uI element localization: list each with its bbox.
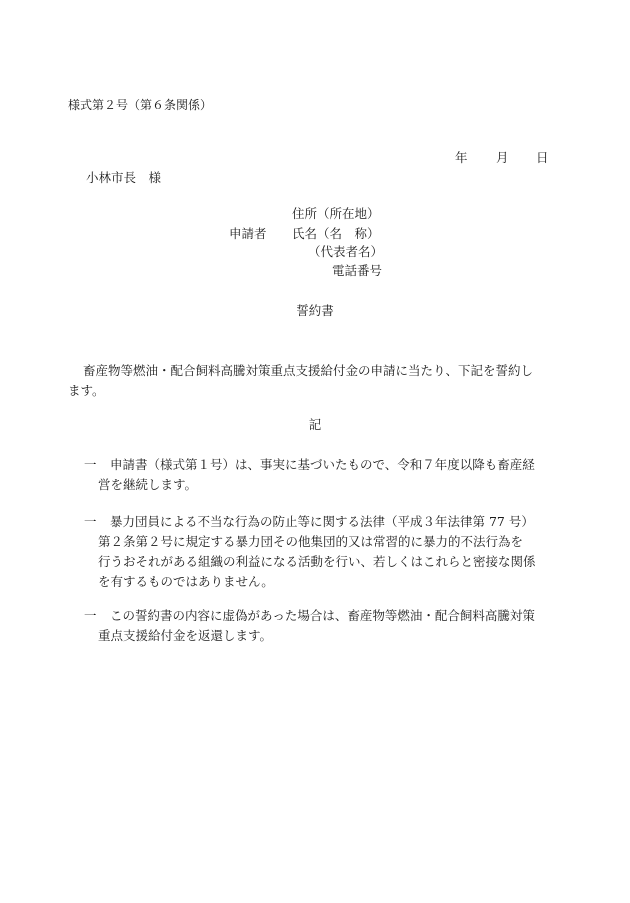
item-line: この誓約書の内容に虚偽があった場合は、畜産物等燃油・配合飼料高騰対策 (110, 608, 535, 623)
addressee: 小林市長 様 (86, 170, 162, 185)
item-body (98, 455, 564, 495)
item-mark: 一 (84, 514, 97, 529)
intro-paragraph (68, 361, 568, 401)
item-body (98, 512, 564, 592)
pledge-item (84, 512, 564, 592)
item-mark: 一 (84, 457, 97, 472)
date-day-label: 日 (536, 150, 549, 165)
item-line: 営を継続します。 (98, 477, 198, 492)
pledge-item (84, 606, 564, 646)
item-line: 申請書（様式第１号）は、事実に基づいたもので、令和７年度以降も畜産経 (110, 457, 535, 472)
intro-line: 畜産物等燃油・配合飼料高騰対策重点支援給付金の申請に当たり、下記を誓約し (83, 363, 534, 378)
item-body (98, 606, 564, 646)
date-month-label: 月 (496, 150, 509, 165)
document-title: 誓約書 (296, 303, 334, 318)
item-mark: 一 (84, 608, 97, 623)
applicant-representative-label: （代表者名） (308, 244, 384, 259)
intro-line: ます。 (68, 383, 105, 398)
item-line: 暴力団員による不当な行為の防止等に関する法律（平成３年法律第 77 号） (110, 514, 534, 529)
pledge-item (84, 455, 564, 495)
form-number: 様式第２号（第６条関係） (68, 98, 213, 112)
applicant-role-label: 申請者 (229, 226, 267, 241)
date-year-label: 年 (455, 150, 468, 165)
item-line: 行うおそれがある組織の利益になる活動を行い、若しくはこれらと密接な関係 (98, 554, 536, 569)
item-line: 重点支援給付金を返還します。 (98, 628, 273, 643)
applicant-name-label: 氏名（名 称） (292, 226, 380, 241)
applicant-address-label: 住所（所在地） (292, 206, 380, 221)
ki-heading: 記 (308, 417, 322, 432)
applicant-phone-label: 電話番号 (332, 263, 383, 278)
item-line: 第２条第２号に規定する暴力団その他集団的又は常習的に暴力的不法行為を (98, 534, 524, 549)
item-line: を有するものではありません。 (98, 574, 274, 589)
